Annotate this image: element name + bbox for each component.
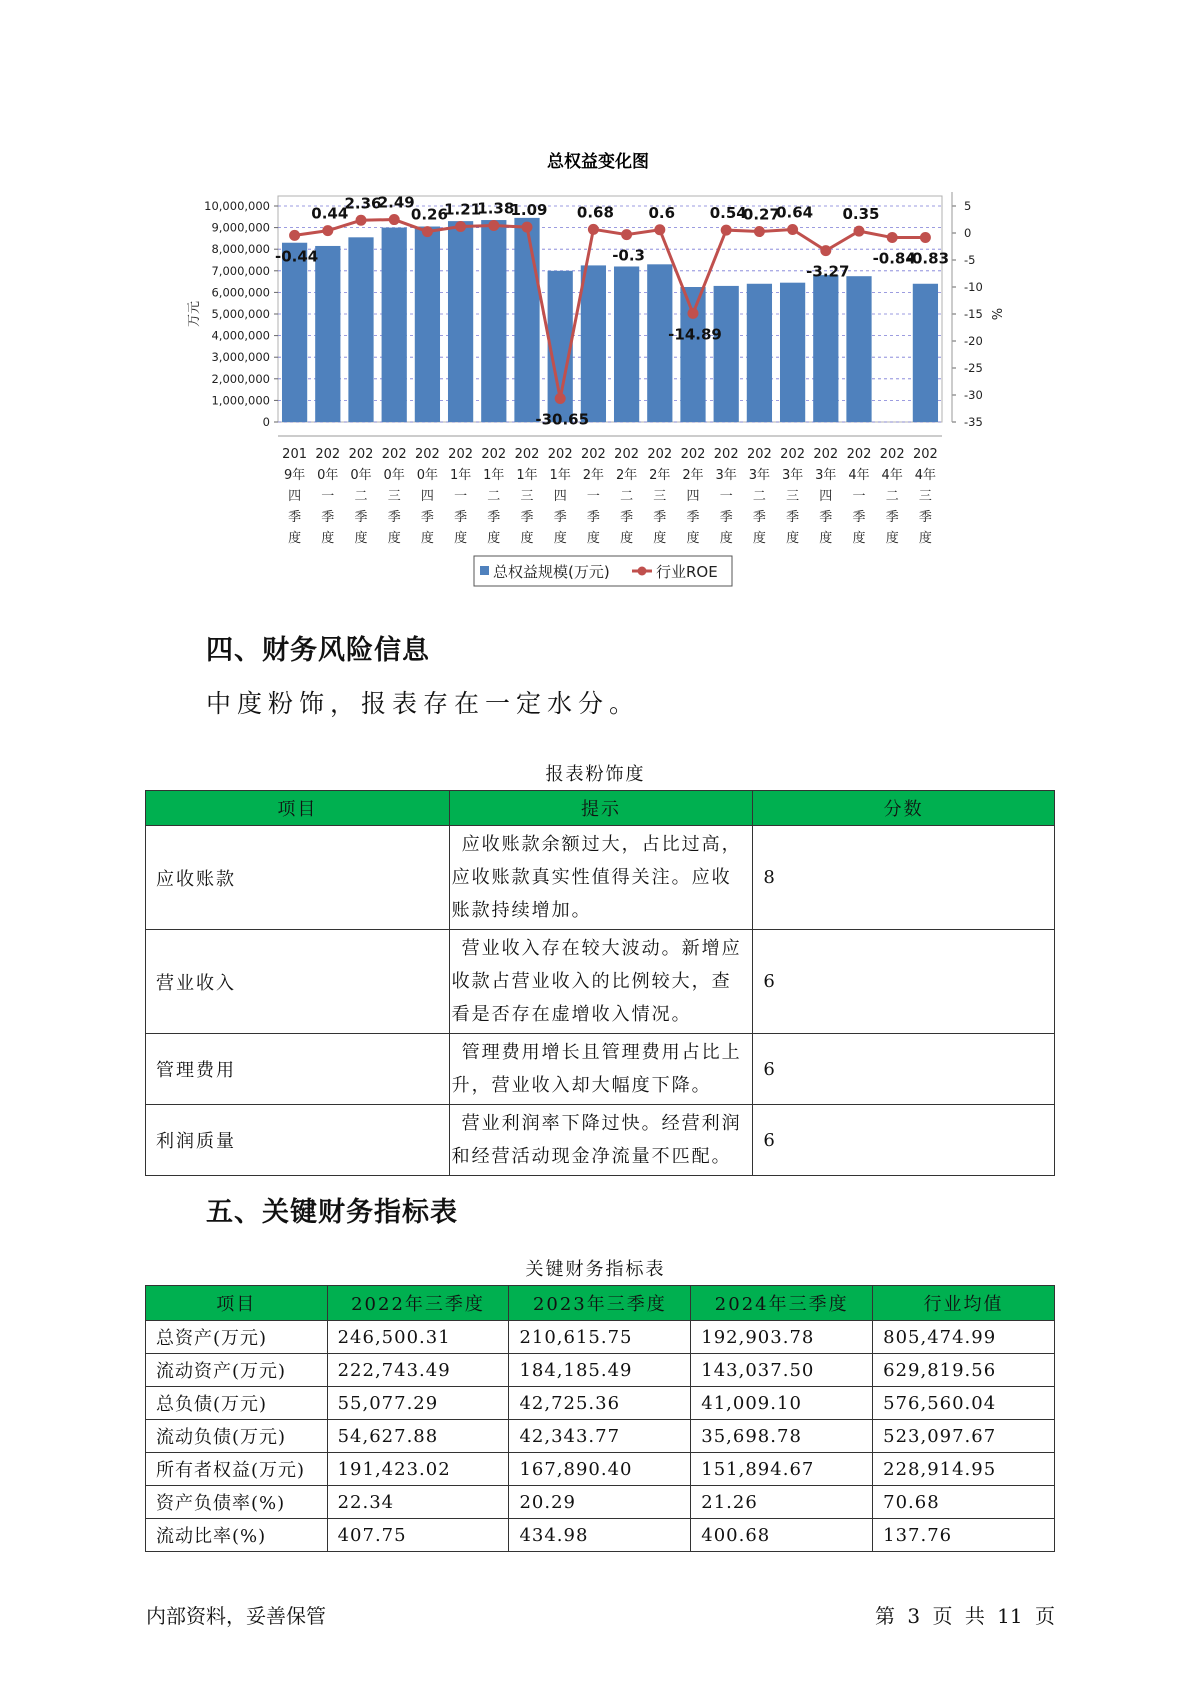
footer-page-number: 第 3 页 共 11 页 bbox=[875, 1604, 1055, 1628]
roe-point bbox=[555, 393, 566, 404]
bar bbox=[315, 246, 340, 422]
table-cell: 400.68 bbox=[691, 1519, 873, 1552]
table-cell: 21.26 bbox=[691, 1486, 873, 1519]
table-cell: 167,890.40 bbox=[509, 1453, 691, 1486]
y-tick-label-left: 8,000,000 bbox=[211, 242, 270, 257]
bar bbox=[481, 220, 506, 422]
x-tick-label: 202 bbox=[680, 447, 706, 462]
risk-item: 应收账款 bbox=[146, 826, 450, 930]
x-tick-label: 季 bbox=[719, 510, 733, 525]
y-tick-label-left: 10,000,000 bbox=[204, 199, 270, 213]
table-cell: 总负债(万元) bbox=[146, 1387, 328, 1420]
y-tick-label-right: 5 bbox=[964, 199, 972, 213]
roe-point bbox=[721, 225, 732, 236]
table-cell: 55,077.29 bbox=[327, 1387, 509, 1420]
table-row bbox=[146, 1354, 1055, 1387]
x-tick-label: 4年 bbox=[848, 468, 870, 483]
x-tick-label: 季 bbox=[752, 510, 766, 525]
table-cell: 805,474.99 bbox=[873, 1321, 1055, 1354]
roe-data-label: -0.83 bbox=[905, 249, 950, 268]
roe-point bbox=[688, 308, 699, 319]
section4-heading: 四、财务风险信息 bbox=[206, 635, 430, 666]
roe-data-label: 0.54 bbox=[709, 204, 747, 223]
table-cell: 629,819.56 bbox=[873, 1354, 1055, 1387]
risk-hint: 营业收入存在较大波动。新增应收款占营业收入的比例较大，查看是否存在虚增收入情况。 bbox=[449, 930, 753, 1034]
roe-point bbox=[787, 224, 798, 235]
legend-bar-label: 总权益规模(万元) bbox=[493, 563, 610, 581]
table-row bbox=[146, 1453, 1055, 1486]
table-row bbox=[146, 1519, 1055, 1552]
bar bbox=[614, 266, 639, 422]
fin-table-caption: 关键财务指标表 bbox=[525, 1259, 666, 1280]
fin-header-industry: 行业均值 bbox=[873, 1286, 1055, 1321]
x-tick-label: 202 bbox=[813, 447, 839, 462]
table-cell: 434.98 bbox=[509, 1519, 691, 1552]
fin-header-item: 项目 bbox=[146, 1286, 328, 1321]
table-cell: 246,500.31 bbox=[327, 1321, 509, 1354]
x-tick-label: 三 bbox=[653, 489, 667, 504]
table-cell: 总资产(万元) bbox=[146, 1321, 328, 1354]
y-tick-label-right: 0 bbox=[964, 226, 972, 240]
x-tick-label: 度 bbox=[520, 531, 534, 546]
x-tick-label: 3年 bbox=[815, 468, 837, 483]
roe-point bbox=[820, 245, 831, 256]
x-tick-label: 三 bbox=[387, 489, 401, 504]
risk-score: 8 bbox=[753, 826, 1055, 930]
table-cell: 151,894.67 bbox=[691, 1453, 873, 1486]
roe-data-label: 0.64 bbox=[776, 203, 814, 222]
table-cell: 流动比率(%) bbox=[146, 1519, 328, 1552]
x-tick-label: 季 bbox=[454, 510, 468, 525]
x-tick-label: 二 bbox=[354, 489, 368, 504]
x-tick-label: 202 bbox=[647, 447, 673, 462]
roe-data-label: -3.27 bbox=[806, 262, 850, 281]
table-cell: 资产负债率(%) bbox=[146, 1486, 328, 1519]
legend-bar-swatch bbox=[480, 566, 489, 575]
x-tick-label: 度 bbox=[786, 531, 800, 546]
x-tick-label: 202 bbox=[448, 447, 474, 462]
roe-point bbox=[920, 232, 931, 243]
x-tick-label: 季 bbox=[786, 510, 800, 525]
risk-item: 利润质量 bbox=[146, 1105, 450, 1176]
x-tick-label: 202 bbox=[547, 447, 573, 462]
roe-point bbox=[854, 226, 865, 237]
x-tick-label: 202 bbox=[348, 447, 374, 462]
roe-data-label: -0.84 bbox=[872, 249, 916, 268]
bar bbox=[714, 286, 739, 422]
table-cell: 54,627.88 bbox=[327, 1420, 509, 1453]
x-tick-label: 1年 bbox=[549, 468, 571, 483]
roe-data-label: 0.35 bbox=[842, 205, 880, 224]
y-axis-label-left: 万元 bbox=[187, 300, 202, 328]
section4-text: 中度粉饰，报表存在一定水分。 bbox=[206, 689, 641, 718]
x-tick-label: 2年 bbox=[649, 468, 671, 483]
roe-point bbox=[621, 229, 632, 240]
x-tick-label: 季 bbox=[487, 510, 501, 525]
bar bbox=[348, 237, 373, 422]
x-tick-label: 一 bbox=[586, 489, 600, 504]
x-tick-label: 度 bbox=[288, 531, 302, 546]
y-tick-label-left: 4,000,000 bbox=[211, 328, 270, 343]
roe-point bbox=[522, 222, 533, 233]
x-tick-label: 度 bbox=[752, 531, 766, 546]
y-tick-label-left: 7,000,000 bbox=[211, 263, 270, 278]
table-cell: 41,009.10 bbox=[691, 1387, 873, 1420]
x-tick-label: 二 bbox=[487, 489, 501, 504]
risk-header-hint: 提示 bbox=[449, 791, 753, 826]
y-tick-label-left: 3,000,000 bbox=[211, 350, 270, 365]
x-tick-label: 度 bbox=[387, 531, 401, 546]
table-row bbox=[146, 826, 1055, 930]
chart-title: 总权益变化图 bbox=[547, 152, 649, 172]
table-cell: 143,037.50 bbox=[691, 1354, 873, 1387]
x-tick-label: 季 bbox=[852, 510, 866, 525]
roe-point bbox=[654, 224, 665, 235]
risk-hint: 管理费用增长且管理费用占比上升，营业收入却大幅度下降。 bbox=[449, 1034, 753, 1105]
x-tick-label: 3年 bbox=[748, 468, 771, 483]
equity-chart bbox=[0, 0, 1191, 600]
risk-score: 6 bbox=[753, 1105, 1055, 1176]
table-cell: 228,914.95 bbox=[873, 1453, 1055, 1486]
x-tick-label: 四 bbox=[686, 489, 700, 504]
y-tick-label-right: -25 bbox=[964, 361, 983, 375]
x-tick-label: 季 bbox=[321, 510, 335, 525]
x-tick-label: 季 bbox=[387, 510, 401, 525]
roe-point bbox=[356, 215, 367, 226]
roe-data-label: 0.68 bbox=[576, 203, 614, 222]
x-tick-label: 季 bbox=[819, 510, 833, 525]
table-row bbox=[146, 1105, 1055, 1176]
roe-data-label: 0.26 bbox=[410, 205, 448, 224]
roe-data-label: -30.65 bbox=[535, 410, 590, 429]
x-tick-label: 度 bbox=[620, 531, 634, 546]
table-cell: 192,903.78 bbox=[691, 1321, 873, 1354]
x-tick-label: 度 bbox=[885, 531, 899, 546]
fin-table-header-row bbox=[146, 1286, 1055, 1321]
table-cell: 523,097.67 bbox=[873, 1420, 1055, 1453]
table-cell: 22.34 bbox=[327, 1486, 509, 1519]
bar bbox=[282, 243, 307, 422]
roe-data-label: 2.49 bbox=[377, 193, 415, 212]
roe-data-label: 0.27 bbox=[742, 205, 780, 224]
y-tick-label-left: 2,000,000 bbox=[211, 371, 270, 386]
roe-point bbox=[322, 225, 333, 236]
table-row bbox=[146, 1420, 1055, 1453]
x-tick-label: 1年 bbox=[449, 468, 472, 483]
x-tick-label: 202 bbox=[381, 447, 407, 462]
x-tick-label: 度 bbox=[586, 531, 600, 546]
x-tick-label: 0年 bbox=[350, 468, 372, 483]
roe-point bbox=[389, 214, 400, 225]
x-tick-label: 度 bbox=[719, 531, 733, 546]
risk-header-score: 分数 bbox=[753, 791, 1055, 826]
roe-data-label: 0.44 bbox=[311, 204, 349, 223]
x-tick-label: 202 bbox=[780, 447, 806, 462]
bar bbox=[913, 284, 938, 422]
x-tick-label: 度 bbox=[653, 531, 667, 546]
roe-data-label: -0.3 bbox=[612, 246, 646, 265]
x-tick-label: 三 bbox=[918, 489, 932, 504]
x-tick-label: 度 bbox=[819, 531, 833, 546]
footer-confidential: 内部资料，妥善保管 bbox=[146, 1604, 326, 1628]
table-cell: 184,185.49 bbox=[509, 1354, 691, 1387]
roe-data-label: 1.09 bbox=[510, 201, 548, 220]
x-tick-label: 202 bbox=[481, 447, 507, 462]
x-tick-label: 0年 bbox=[416, 468, 439, 483]
bar bbox=[680, 287, 705, 422]
risk-item: 营业收入 bbox=[146, 930, 450, 1034]
table-cell: 42,343.77 bbox=[509, 1420, 691, 1453]
x-tick-label: 季 bbox=[686, 510, 700, 525]
risk-table-caption: 报表粉饰度 bbox=[545, 764, 646, 785]
bar bbox=[747, 284, 772, 422]
table-cell: 35,698.78 bbox=[691, 1420, 873, 1453]
x-tick-label: 季 bbox=[288, 510, 302, 525]
risk-hint: 营业利润率下降过快。经营利润和经营活动现金净流量不匹配。 bbox=[449, 1105, 753, 1176]
x-tick-label: 202 bbox=[514, 447, 540, 462]
table-row bbox=[146, 1321, 1055, 1354]
roe-data-label: 0.6 bbox=[648, 203, 676, 222]
x-tick-label: 2年 bbox=[582, 468, 605, 483]
bar bbox=[415, 227, 440, 422]
x-tick-label: 9年 bbox=[283, 468, 306, 483]
x-tick-label: 2年 bbox=[615, 468, 638, 483]
fin-table bbox=[145, 1285, 1055, 1552]
x-tick-label: 四 bbox=[288, 489, 302, 504]
x-tick-label: 201 bbox=[282, 447, 308, 462]
table-cell: 210,615.75 bbox=[509, 1321, 691, 1354]
x-tick-label: 202 bbox=[879, 447, 905, 462]
x-tick-label: 202 bbox=[846, 447, 872, 462]
x-tick-label: 季 bbox=[520, 510, 534, 525]
x-tick-label: 四 bbox=[553, 489, 567, 504]
x-tick-label: 季 bbox=[354, 510, 368, 525]
bar bbox=[846, 276, 871, 422]
x-tick-label: 1年 bbox=[516, 468, 538, 483]
risk-table bbox=[145, 790, 1055, 1176]
equity-chart-svg bbox=[0, 0, 1191, 600]
risk-item: 管理费用 bbox=[146, 1034, 450, 1105]
table-row bbox=[146, 1034, 1055, 1105]
x-tick-label: 202 bbox=[713, 447, 739, 462]
table-cell: 191,423.02 bbox=[327, 1453, 509, 1486]
x-tick-label: 3年 bbox=[715, 468, 737, 483]
x-tick-label: 度 bbox=[553, 531, 567, 546]
x-tick-label: 季 bbox=[918, 510, 932, 525]
table-row bbox=[146, 1387, 1055, 1420]
risk-score: 6 bbox=[753, 930, 1055, 1034]
bar bbox=[581, 265, 606, 422]
x-tick-label: 202 bbox=[580, 447, 606, 462]
y-tick-label-left: 9,000,000 bbox=[211, 220, 270, 235]
roe-point bbox=[754, 226, 765, 237]
table-cell: 222,743.49 bbox=[327, 1354, 509, 1387]
table-row bbox=[146, 930, 1055, 1034]
y-tick-label-right: -5 bbox=[964, 253, 976, 267]
x-tick-label: 度 bbox=[354, 531, 368, 546]
x-tick-label: 4年 bbox=[914, 468, 937, 483]
roe-point bbox=[455, 221, 466, 232]
roe-point bbox=[588, 224, 599, 235]
y-tick-label-right: -20 bbox=[964, 334, 983, 348]
legend-line-label: 行业ROE bbox=[656, 563, 718, 581]
x-tick-label: 0年 bbox=[383, 468, 405, 483]
y-tick-label-right: -35 bbox=[964, 415, 983, 429]
x-tick-label: 三 bbox=[786, 489, 800, 504]
x-tick-label: 度 bbox=[454, 531, 468, 546]
x-tick-label: 度 bbox=[420, 531, 434, 546]
table-cell: 流动负债(万元) bbox=[146, 1420, 328, 1453]
table-cell: 20.29 bbox=[509, 1486, 691, 1519]
fin-header-2023q3: 2023年三季度 bbox=[509, 1286, 691, 1321]
x-tick-label: 2年 bbox=[682, 468, 704, 483]
roe-point bbox=[887, 232, 898, 243]
y-tick-label-left: 5,000,000 bbox=[211, 307, 270, 321]
x-tick-label: 202 bbox=[912, 447, 938, 462]
table-cell: 70.68 bbox=[873, 1486, 1055, 1519]
bar bbox=[382, 228, 407, 422]
plot-area bbox=[278, 193, 942, 422]
x-tick-label: 一 bbox=[719, 489, 733, 504]
x-tick-label: 度 bbox=[487, 531, 501, 546]
roe-data-label: 2.36 bbox=[344, 194, 382, 213]
roe-data-label: -0.44 bbox=[274, 247, 319, 266]
x-tick-label: 3年 bbox=[781, 468, 804, 483]
roe-point bbox=[422, 226, 433, 237]
y-tick-label-left: 1,000,000 bbox=[211, 393, 270, 408]
bar bbox=[813, 275, 838, 422]
y-tick-label-right: -15 bbox=[964, 307, 983, 321]
y-tick-label-right: -10 bbox=[964, 280, 983, 294]
table-cell: 所有者权益(万元) bbox=[146, 1453, 328, 1486]
x-tick-label: 季 bbox=[653, 510, 667, 525]
y-tick-label-left: 6,000,000 bbox=[211, 285, 270, 300]
y-tick-label-right: -30 bbox=[964, 388, 983, 402]
risk-header-item: 项目 bbox=[146, 791, 450, 826]
x-tick-label: 季 bbox=[553, 510, 567, 525]
roe-data-label: 1.21 bbox=[444, 200, 482, 219]
x-tick-label: 度 bbox=[852, 531, 866, 546]
x-tick-label: 202 bbox=[614, 447, 640, 462]
section5-heading: 五、关键财务指标表 bbox=[206, 1197, 458, 1228]
risk-score: 6 bbox=[753, 1034, 1055, 1105]
fin-header-2024q3: 2024年三季度 bbox=[691, 1286, 873, 1321]
x-tick-label: 二 bbox=[885, 489, 899, 504]
risk-hint: 应收账款余额过大，占比过高，应收账款真实性值得关注。应收账款持续增加。 bbox=[449, 826, 753, 930]
roe-point bbox=[488, 220, 499, 231]
x-tick-label: 度 bbox=[918, 531, 932, 546]
x-tick-label: 202 bbox=[414, 447, 440, 462]
roe-data-label: -14.89 bbox=[668, 325, 722, 344]
x-tick-label: 三 bbox=[520, 489, 534, 504]
x-tick-label: 季 bbox=[885, 510, 899, 525]
x-tick-label: 202 bbox=[315, 447, 341, 462]
fin-header-2022q3: 2022年三季度 bbox=[327, 1286, 509, 1321]
table-cell: 407.75 bbox=[327, 1519, 509, 1552]
x-tick-label: 一 bbox=[321, 489, 335, 504]
table-cell: 137.76 bbox=[873, 1519, 1055, 1552]
table-row bbox=[146, 1486, 1055, 1519]
x-tick-label: 二 bbox=[620, 489, 634, 504]
y-tick-label-left: 0 bbox=[262, 415, 270, 429]
x-tick-label: 季 bbox=[620, 510, 634, 525]
table-cell: 576,560.04 bbox=[873, 1387, 1055, 1420]
bar bbox=[448, 221, 473, 422]
bar bbox=[780, 283, 805, 422]
x-tick-label: 四 bbox=[420, 489, 434, 504]
legend-line-marker bbox=[638, 567, 647, 576]
x-tick-label: 度 bbox=[686, 531, 700, 546]
risk-table-header-row bbox=[146, 791, 1055, 826]
x-tick-label: 季 bbox=[420, 510, 434, 525]
y-axis-label-right: % bbox=[988, 307, 1003, 321]
x-tick-label: 一 bbox=[454, 489, 468, 504]
roe-data-label: 1.38 bbox=[477, 199, 515, 218]
table-cell: 流动资产(万元) bbox=[146, 1354, 328, 1387]
roe-point bbox=[289, 230, 300, 241]
x-tick-label: 一 bbox=[852, 489, 866, 504]
x-tick-label: 1年 bbox=[483, 468, 505, 483]
x-tick-label: 二 bbox=[752, 489, 766, 504]
x-tick-label: 0年 bbox=[317, 468, 339, 483]
bar bbox=[514, 218, 539, 422]
x-tick-label: 4年 bbox=[881, 468, 903, 483]
x-tick-label: 季 bbox=[586, 510, 600, 525]
table-cell: 42,725.36 bbox=[509, 1387, 691, 1420]
x-tick-label: 四 bbox=[819, 489, 833, 504]
x-tick-label: 度 bbox=[321, 531, 335, 546]
x-tick-label: 202 bbox=[746, 447, 772, 462]
